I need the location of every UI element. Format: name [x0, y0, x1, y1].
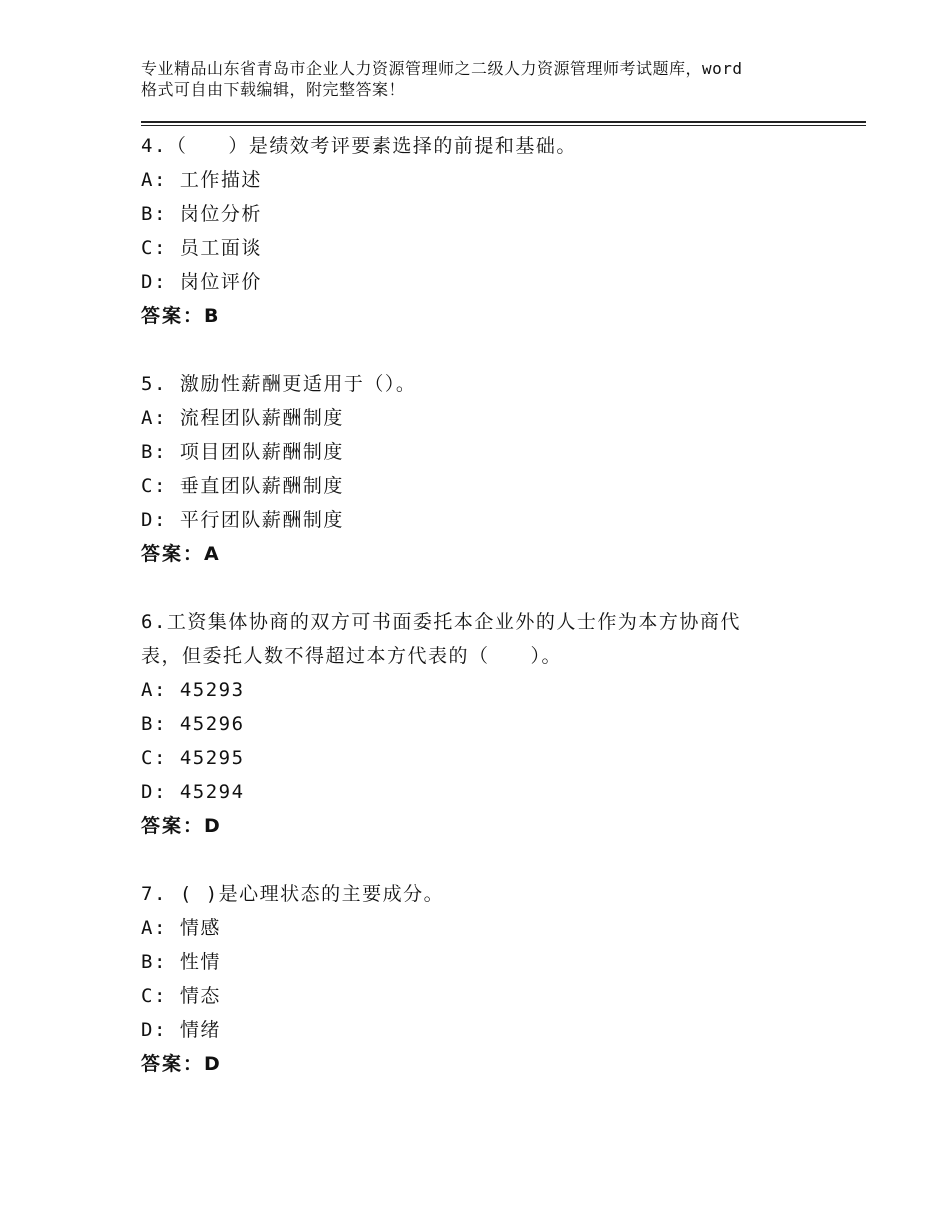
header-line-1: 专业精品山东省青岛市企业人力资源管理师之二级人力资源管理师考试题库，word	[141, 59, 743, 78]
document-header	[141, 58, 841, 100]
option-a: A: 流程团队薪酬制度	[141, 407, 344, 429]
question-block	[141, 605, 841, 843]
option-b: B: 项目团队薪酬制度	[141, 441, 344, 463]
answer-label: 答案：	[141, 543, 205, 565]
option-b: B: 45296	[141, 713, 245, 735]
question-stem: 5. 激励性薪酬更适用于（）。	[141, 373, 417, 395]
question-block	[141, 877, 841, 1081]
question-stem-continued: 表，但委托人数不得超过本方代表的（ ）。	[141, 645, 563, 667]
header-divider-thin	[141, 125, 866, 126]
answer-line	[141, 1047, 841, 1081]
question-stem: 4.（ ）是绩效考评要素选择的前提和基础。	[141, 135, 577, 157]
option-c: C: 情态	[141, 985, 221, 1007]
answer-value: A	[204, 543, 219, 565]
header-line-2: 格式可自由下载编辑，附完整答案！	[141, 80, 406, 99]
option-b: B: 性情	[141, 951, 221, 973]
answer-label: 答案：	[141, 815, 205, 837]
answer-value: D	[204, 1053, 220, 1075]
option-a: A: 情感	[141, 917, 221, 939]
answer-label: 答案：	[141, 1053, 205, 1075]
option-d: D: 平行团队薪酬制度	[141, 509, 344, 531]
answer-label: 答案：	[141, 305, 205, 327]
answer-line	[141, 299, 841, 333]
answer-value: D	[204, 815, 220, 837]
question-stem: 7. ( )是心理状态的主要成分。	[141, 883, 445, 905]
answer-value: B	[204, 305, 219, 327]
option-c: C: 45295	[141, 747, 245, 769]
question-stem: 6.工资集体协商的双方可书面委托本企业外的人士作为本方协商代	[141, 611, 741, 633]
answer-line	[141, 537, 841, 571]
option-c: C: 垂直团队薪酬制度	[141, 475, 344, 497]
option-d: D: 情绪	[141, 1019, 221, 1041]
option-d: D: 45294	[141, 781, 245, 803]
option-c: C: 员工面谈	[141, 237, 262, 259]
question-block	[141, 367, 841, 571]
answer-line	[141, 809, 841, 843]
question-list	[141, 129, 841, 1115]
option-d: D: 岗位评价	[141, 271, 262, 293]
header-divider-thick	[141, 121, 866, 123]
option-a: A: 45293	[141, 679, 245, 701]
option-a: A: 工作描述	[141, 169, 262, 191]
question-block	[141, 129, 841, 333]
option-b: B: 岗位分析	[141, 203, 262, 225]
